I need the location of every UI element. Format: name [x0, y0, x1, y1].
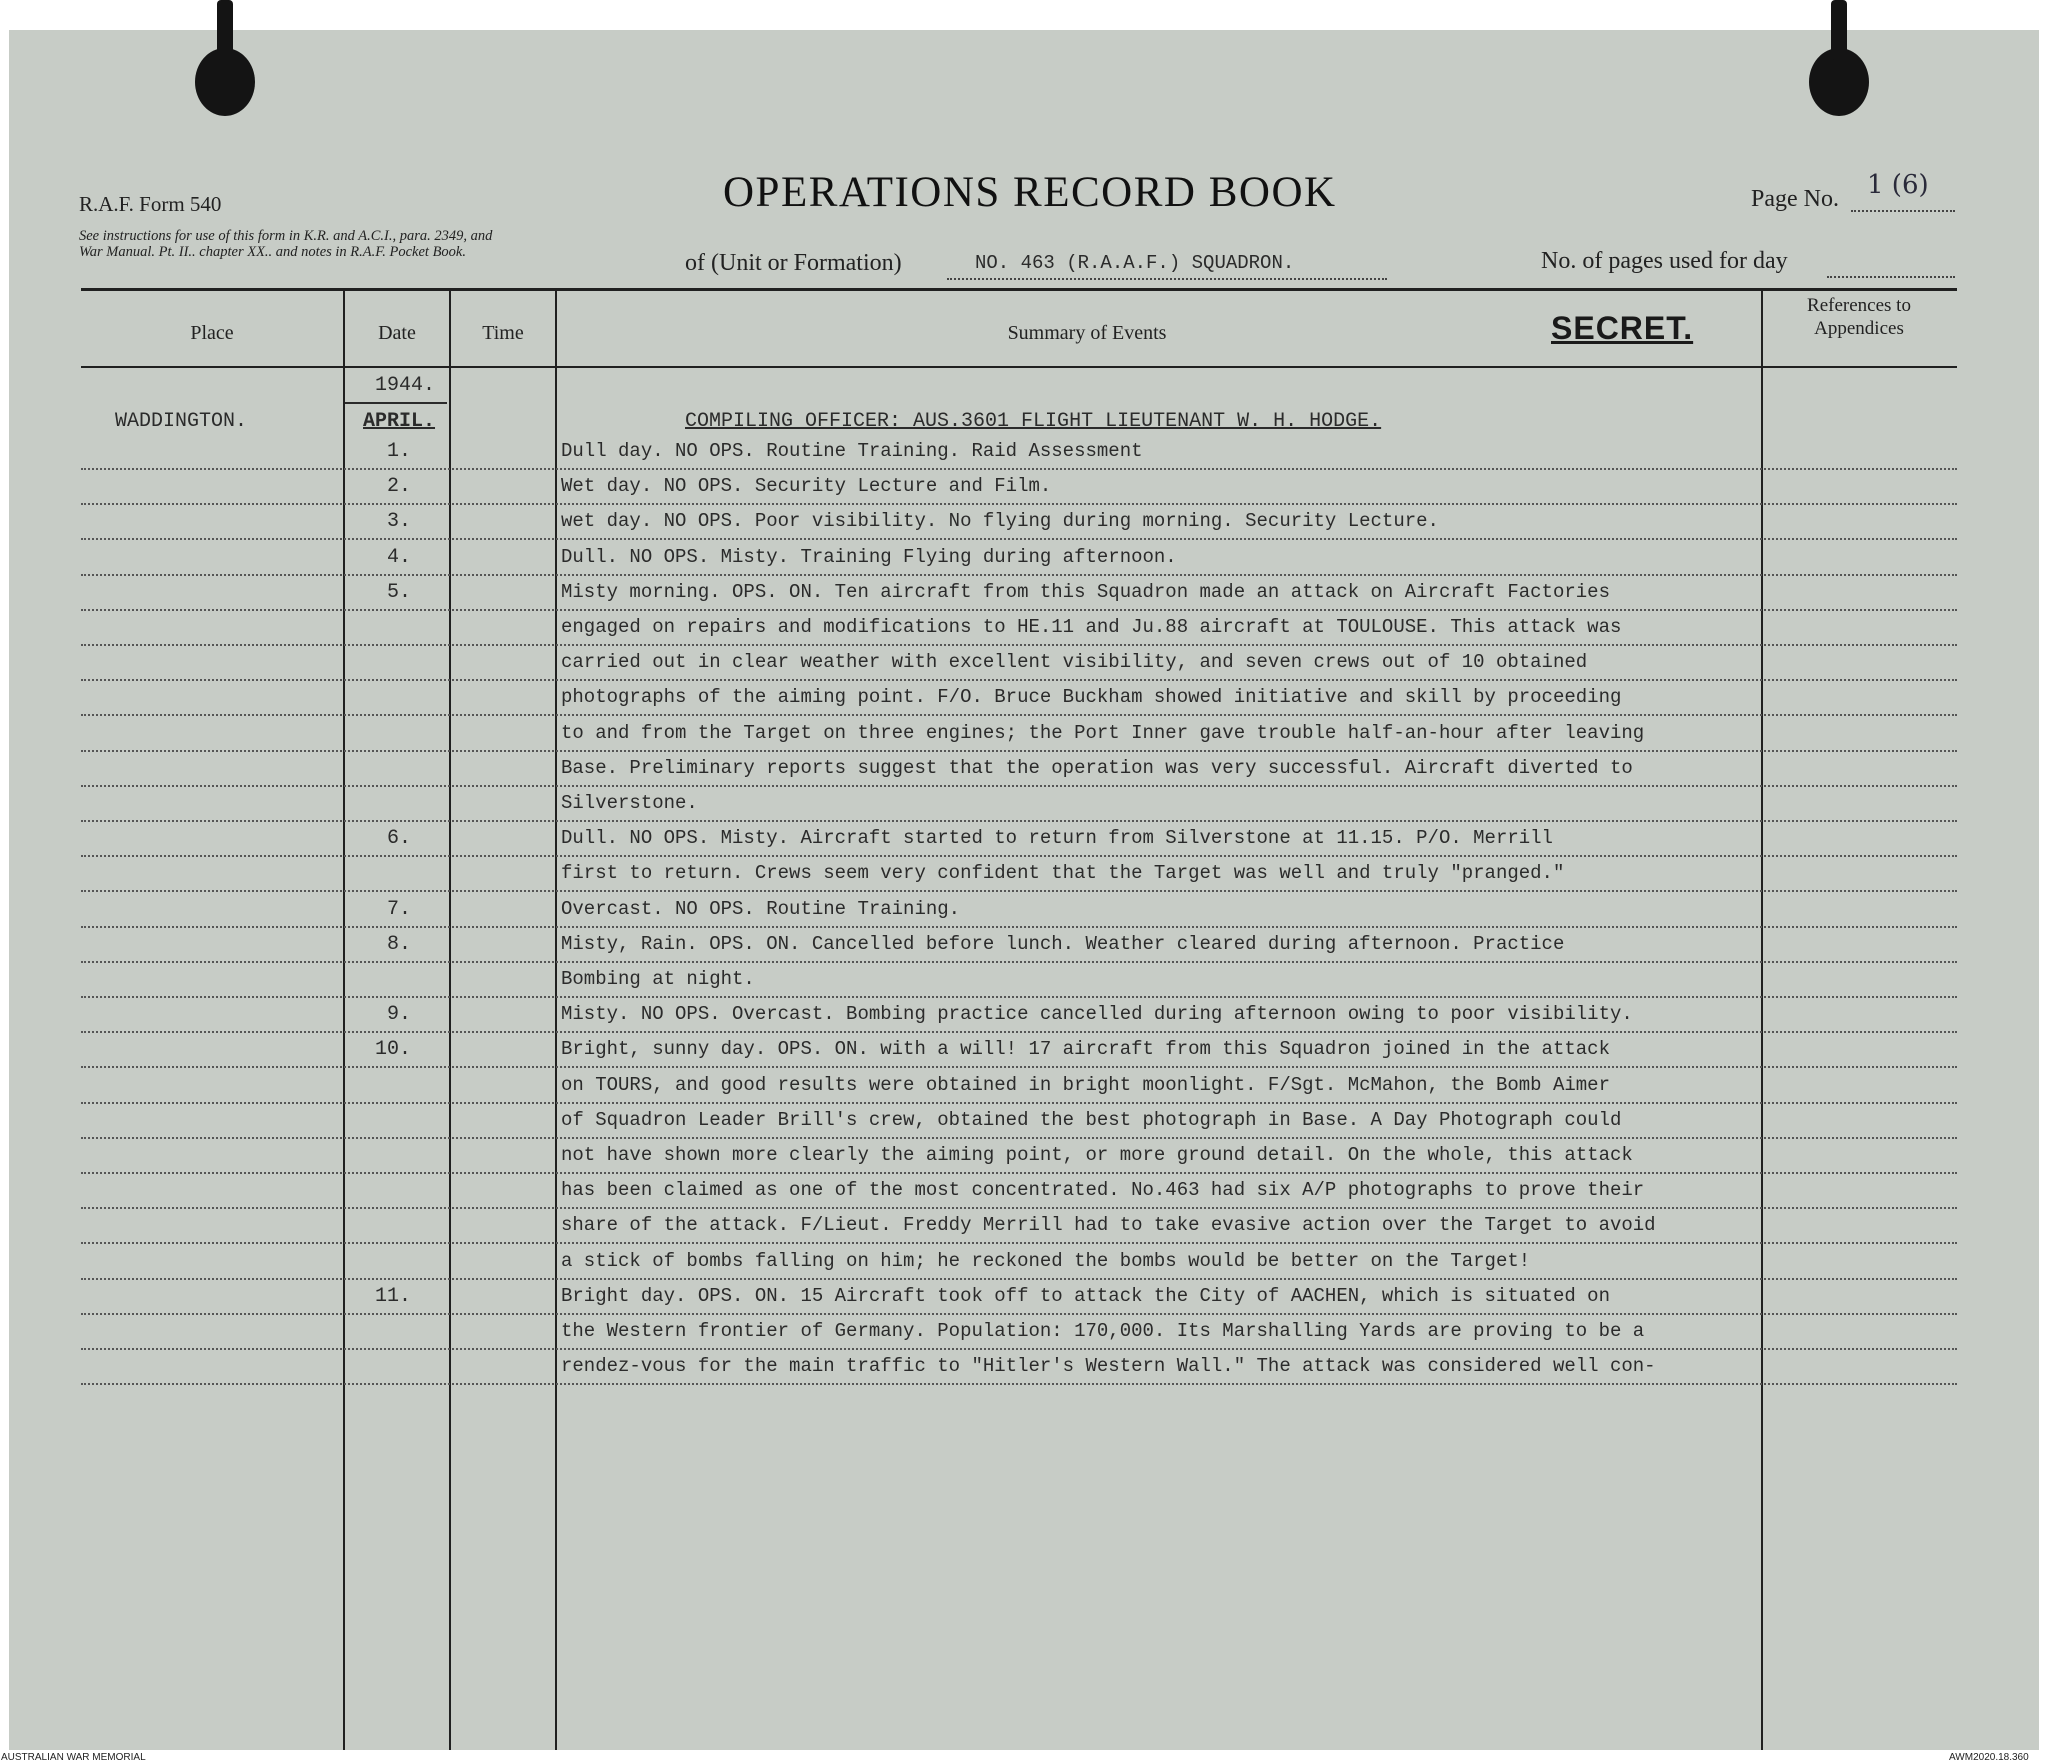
row-rule — [81, 679, 1957, 681]
entry-summary: wet day. NO OPS. Poor visibility. No flying during morning. Security Lecture. — [561, 510, 1439, 532]
entry-summary: to and from the Target on three engines; the Port Inner gave trouble half-an-hour after leaving — [561, 722, 1645, 744]
row-rule — [81, 609, 1957, 611]
page-number-line — [1851, 210, 1955, 212]
footer-right: AWM2020.18.360 — [1949, 1752, 2029, 1763]
row-rule — [81, 1242, 1957, 1244]
entry-summary: Bright day. OPS. ON. 15 Aircraft took off to attack the City of AACHEN, which is situated on — [561, 1285, 1610, 1307]
year-underline — [345, 402, 447, 404]
row-rule — [81, 855, 1957, 857]
table-header-rule — [81, 366, 1957, 368]
footer-left: AUSTRALIAN WAR MEMORIAL — [1, 1752, 146, 1763]
entry-date: 6. — [386, 827, 411, 850]
form-sheet — [1, 30, 2039, 1763]
entry-summary: Silverstone. — [561, 792, 698, 814]
entry-date: 1. — [386, 440, 411, 463]
col-header-place: Place — [190, 322, 234, 344]
binder-hole-right — [1809, 48, 1869, 116]
col-header-references: References to Appendices — [1807, 295, 1911, 339]
row-rule — [81, 503, 1957, 505]
unit-line — [947, 278, 1387, 280]
col-header-time: Time — [482, 322, 524, 344]
row-rule — [81, 1102, 1957, 1104]
row-rule — [81, 820, 1957, 822]
entry-date: 8. — [386, 933, 411, 956]
entry-date: 10. — [374, 1038, 411, 1061]
entry-summary: Misty, Rain. OPS. ON. Cancelled before lunch. Weather cleared during afternoon. Practice — [561, 933, 1565, 955]
entry-summary: Misty. NO OPS. Overcast. Bombing practice cancelled during afternoon owing to poor visibility. — [561, 1003, 1633, 1025]
entry-summary: Dull. NO OPS. Misty. Training Flying during afternoon. — [561, 546, 1177, 568]
page-number-label: Page No. — [1751, 186, 1839, 212]
entry-place: WADDINGTON. — [115, 410, 248, 433]
row-rule — [81, 890, 1957, 892]
unit-value: NO. 463 (R.A.A.F.) SQUADRON. — [975, 252, 1295, 274]
entry-summary: photographs of the aiming point. F/O. Bruce Buckham showed initiative and skill by proceeding — [561, 686, 1622, 708]
entry-date: 7. — [386, 898, 411, 921]
entry-date: 4. — [386, 546, 411, 569]
entry-summary: Bright, sunny day. OPS. ON. with a will! 17 aircraft from this Squadron joined in the attack — [561, 1038, 1610, 1060]
pages-used-line — [1827, 276, 1955, 278]
row-rule — [81, 996, 1957, 998]
row-rule — [81, 1066, 1957, 1068]
col-divider-time — [555, 290, 557, 1750]
table-top-rule — [81, 288, 1957, 291]
form-number: R.A.F. Form 540 — [79, 192, 222, 216]
entry-summary: engaged on repairs and modifications to HE.11 and Ju.88 aircraft at TOULOUSE. This attack was — [561, 616, 1622, 638]
row-rule — [81, 644, 1957, 646]
row-rule — [81, 1313, 1957, 1315]
entry-date: 2. — [386, 475, 411, 498]
entry-summary: Overcast. NO OPS. Routine Training. — [561, 898, 961, 920]
row-rule — [81, 1137, 1957, 1139]
entry-summary: Dull. NO OPS. Misty. Aircraft started to return from Silverstone at 11.15. P/O. Merrill — [561, 827, 1553, 849]
entry-month: APRIL. — [363, 410, 436, 433]
row-rule — [81, 714, 1957, 716]
row-rule — [81, 785, 1957, 787]
row-rule — [81, 538, 1957, 540]
page-title: OPERATIONS RECORD BOOK — [723, 169, 1337, 216]
col-header-summary: Summary of Events — [1007, 322, 1167, 344]
form-instructions: See instructions for use of this form in K.R. and A.C.I., para. 2349, and War Manual. Pt. II.. chapter XX.. and notes in R.A.F. Pocket Book. — [79, 228, 493, 260]
binder-hole-left — [195, 48, 255, 116]
entry-date: 9. — [386, 1003, 411, 1026]
page-number-value: 1 (6) — [1867, 170, 1929, 200]
row-rule — [81, 926, 1957, 928]
entry-summary: share of the attack. F/Lieut. Freddy Merrill had to take evasive action over the Target to avoid — [561, 1214, 1656, 1236]
entry-date: 3. — [386, 510, 411, 533]
col-header-date: Date — [378, 322, 416, 344]
row-rule — [81, 1172, 1957, 1174]
entry-summary: has been claimed as one of the most concentrated. No.463 had six A/P photographs to prove their — [561, 1179, 1645, 1201]
row-rule — [81, 1348, 1957, 1350]
entry-year: 1944. — [375, 374, 436, 397]
row-rule — [81, 574, 1957, 576]
entry-summary: of Squadron Leader Brill's crew, obtained the best photograph in Base. A Day Photograph could — [561, 1109, 1622, 1131]
entry-summary: carried out in clear weather with excellent visibility, and seven crews out of 10 obtained — [561, 651, 1588, 673]
entry-summary: first to return. Crews seem very confident that the Target was well and truly "pranged." — [561, 862, 1565, 884]
entry-date: 5. — [386, 581, 411, 604]
row-rule — [81, 1278, 1957, 1280]
entry-summary: on TOURS, and good results were obtained in bright moonlight. F/Sgt. McMahon, the Bomb Aimer — [561, 1074, 1610, 1096]
col-divider-date — [449, 290, 451, 1750]
entry-date: 11. — [374, 1285, 411, 1308]
unit-label: of (Unit or Formation) — [685, 250, 902, 276]
row-rule — [81, 750, 1957, 752]
entry-summary: Wet day. NO OPS. Security Lecture and Film. — [561, 475, 1052, 497]
entry-summary: Dull day. NO OPS. Routine Training. Raid Assessment — [561, 440, 1143, 462]
col-divider-place — [343, 290, 345, 1750]
pages-used-label: No. of pages used for day — [1541, 248, 1788, 274]
entry-summary: a stick of bombs falling on him; he reckoned the bombs would be better on the Target! — [561, 1250, 1531, 1272]
col-divider-summary — [1761, 290, 1763, 1750]
entry-summary: rendez-vous for the main traffic to "Hitler's Western Wall." The attack was considered well con- — [561, 1355, 1656, 1377]
row-rule — [81, 1207, 1957, 1209]
entry-summary: Bombing at night. — [561, 968, 755, 990]
entry-summary: not have shown more clearly the aiming point, or more ground detail. On the whole, this attack — [561, 1144, 1633, 1166]
entry-summary: the Western frontier of Germany. Population: 170,000. Its Marshalling Yards are proving to be a — [561, 1320, 1645, 1342]
compiling-officer: COMPILING OFFICER: AUS.3601 FLIGHT LIEUTENANT W. H. HODGE. — [685, 410, 1382, 433]
row-rule — [81, 961, 1957, 963]
row-rule — [81, 1031, 1957, 1033]
row-rule — [81, 468, 1957, 470]
secret-stamp: SECRET. — [1551, 310, 1694, 346]
entry-summary: Base. Preliminary reports suggest that the operation was very successful. Aircraft diverted to — [561, 757, 1633, 779]
row-rule — [81, 1383, 1957, 1385]
entry-summary: Misty morning. OPS. ON. Ten aircraft from this Squadron made an attack on Aircraft Factories — [561, 581, 1610, 603]
